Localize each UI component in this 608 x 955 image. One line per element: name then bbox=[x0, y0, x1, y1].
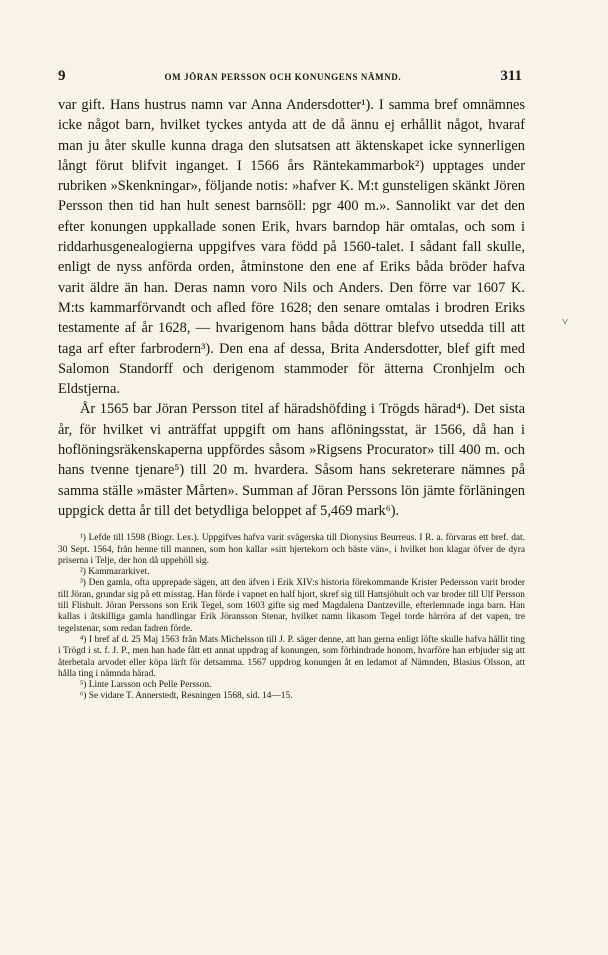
paragraph: var gift. Hans hustrus namn var Anna Andersdotter¹). I samma bref omnämnes icke något barn, hvilket tyckes antyda att de då ännu ej erhållit något, hvaraf man ju åter skulle kunna draga den slutsatsen att äktenskapet icke synnerligen långt förut blifvit inganget. I 1566 års Räntekammarbok²) upptages under rubriken »Skenkningar», följande notis: »hafver K. M:t gunsteligen skänkt Jören Persson then tid han hult senest barnsöll: pgr 400 m.». Sannolikt var det den efter konungen uppkallade sonen Erik, hvars barndop här omtalas, och som i riddarhusgenealogierna uppgifves vara född på 1560-talet. I sådant fall skulle, enligt de nyss anförda orden, åtminstone den ene af Eriks båda bröder hafva varit äldre än han. Deras namn voro Nils och Anders. Den förre var 1607 K. M:ts kammarförvandt och afled före 1628; den senare omtalas i brodren Eriks testamente af år 1628, — hvarigenom hans båda döttrar blefvo utsedda till att taga arf efter farbrodern³). Den ena af dessa, Brita Andersdotter, blef gift med Salomon Standorff och derigenom stammoder för ätterna Cronhjelm och Eldstjerna. bbox=[58, 97, 525, 398]
signature-mark: 9 bbox=[58, 68, 66, 84]
paragraph: År 1565 bar Jöran Persson titel af häradshöfding i Trögds härad⁴). Det sista år, för hvilket vi anträffat uppgift om hans aflöningsstat, är 1566, då han i hoflöningsräkenskaperna uppfördes såsom »Rigsens Procurator» till 400 m. och hans tvenne tjenare⁵) till 20 m. hvardera. Såsom hans sekreterare nämnes på samma ställe »mäster Mårten». Summan af Jöran Perssons lön jämte förläningen uppgick detta år till det betydliga beloppet af 5,469 mark⁶). bbox=[58, 401, 525, 519]
footnote bbox=[58, 680, 525, 691]
footnote-mark: ¹) bbox=[80, 533, 86, 544]
footnote bbox=[58, 691, 525, 702]
footnote-text: Den gamla, ofta upprepade sägen, att den äfven i Erik XIV:s historia förekommande Krister Pedersson varit broder till Jöran, grundar sig på ett misstag. Han förde i vapnet en half hjort, skref sig till Hattsjöhult och var broder till Ulf Persson till Flishult. Jöran Perssons son Erik Tegel, som 1603 gifte sig med Magdalena Dantzeville, efterlemnade inga barn. Han kallas i åtskilliga gamla handlingar Erik Jöransson Stenar, hvilket namn likasom Tegel torde härröra af det vapen, tre tegelstenar, som redan fadren förde. bbox=[58, 578, 525, 634]
footnote-text: I bref af d. 25 Maj 1563 från Mats Michelsson till J. P. säger denne, att han gerna enligt löfte skulle hafva hållit ting i Trögd i st. f. J. P., men han hade fått ett annat uppdrag af konungen, som förhindrade honom, hvarföre han erbjuder sig att återbetala arvodet eller köpa lärft för detsamma. 1567 uppdrog konungen åt en ledamot af Nämnden, Blasius Olsson, att hålla ting i nämnda härad. bbox=[58, 634, 525, 679]
footnote-text: Lefde till 1598 (Biogr. Lex.). Uppgifves hafva varit svägerska till Dionysius Beurreus. I R. a. förvaras ett bref. dat. 30 Sept. 1564, från henne till mannen, som hon kallar »sitt hjertekorn och bäste vän», i hvilket hon klagar öfver de dyra priserna i Telje, der hon då uppehöll sig. bbox=[58, 533, 526, 566]
margin-mark: ˅ bbox=[562, 316, 569, 328]
footnote-text: Se vidare T. Annerstedt, Resningen 1568, sid. 14—15. bbox=[88, 691, 293, 702]
footnote bbox=[58, 567, 525, 578]
footnote-mark: ³) bbox=[80, 578, 86, 589]
footnote bbox=[58, 635, 525, 680]
page-number: 311 bbox=[500, 68, 522, 84]
footnote bbox=[58, 578, 525, 634]
footnote-mark: ²) bbox=[80, 567, 86, 578]
footnote bbox=[58, 533, 525, 567]
page-body bbox=[58, 95, 525, 703]
footnote-mark: ⁶) bbox=[80, 691, 87, 702]
footnote-mark: ⁴) bbox=[80, 634, 87, 645]
footnote-text: Kammararkivet. bbox=[88, 567, 150, 578]
running-title: OM JÖRAN PERSSON OCH KONUNGENS NÄMND. bbox=[164, 72, 402, 82]
footnote-mark: ⁵) bbox=[80, 680, 87, 691]
page-header bbox=[58, 68, 522, 88]
footnote-text: Linte Larsson och Pelle Persson. bbox=[88, 680, 212, 691]
footnotes bbox=[58, 533, 525, 702]
main-text bbox=[58, 95, 525, 521]
